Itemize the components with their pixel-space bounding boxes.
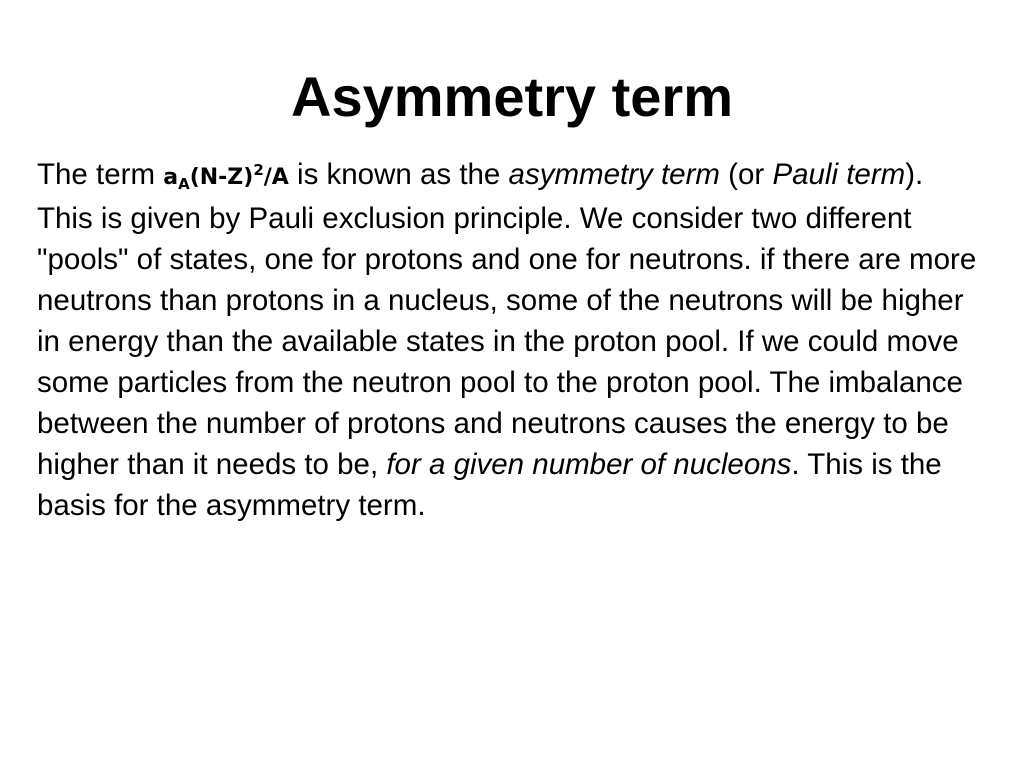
definition-lead-text: The term — [37, 158, 164, 191]
formula-subscript: A — [178, 175, 190, 193]
slide-body — [37, 154, 977, 526]
formula-exponent: 2 — [253, 161, 264, 179]
paragraph-definition — [37, 154, 977, 198]
explanation-text: This is given by Pauli exclusion principle. We consider two different "pools" of states, one for protons and one for neutrons. if there are more neutrons than protons in a nucleus, some of the neutrons will be higher in energy than the available states in the proton pool. If we could move some particles from the neutron pool to the proton pool. The imbalance between the number of protons and neutrons causes the energy to be higher than it needs to be, — [37, 202, 977, 481]
paragraph-explanation — [37, 198, 977, 526]
or-text: (or — [719, 158, 773, 191]
asymmetry-term-italic: asymmetry term — [508, 158, 720, 191]
explanation-end-text: . This is the basis for the asymmetry term. — [37, 448, 942, 522]
asymmetry-formula — [163, 161, 289, 193]
formula-coefficient: a — [163, 165, 179, 190]
formula-parenthesis: (N-Z) — [189, 165, 254, 190]
formula-denominator: /A — [263, 165, 289, 190]
definition-end-text: ). — [905, 158, 924, 191]
definition-mid-text: is known as the — [288, 158, 509, 191]
slide-title: Asymmetry term — [291, 65, 733, 128]
pauli-term-italic: Pauli term — [772, 158, 906, 191]
explanation-italic: for a given number of nucleons — [386, 448, 792, 481]
